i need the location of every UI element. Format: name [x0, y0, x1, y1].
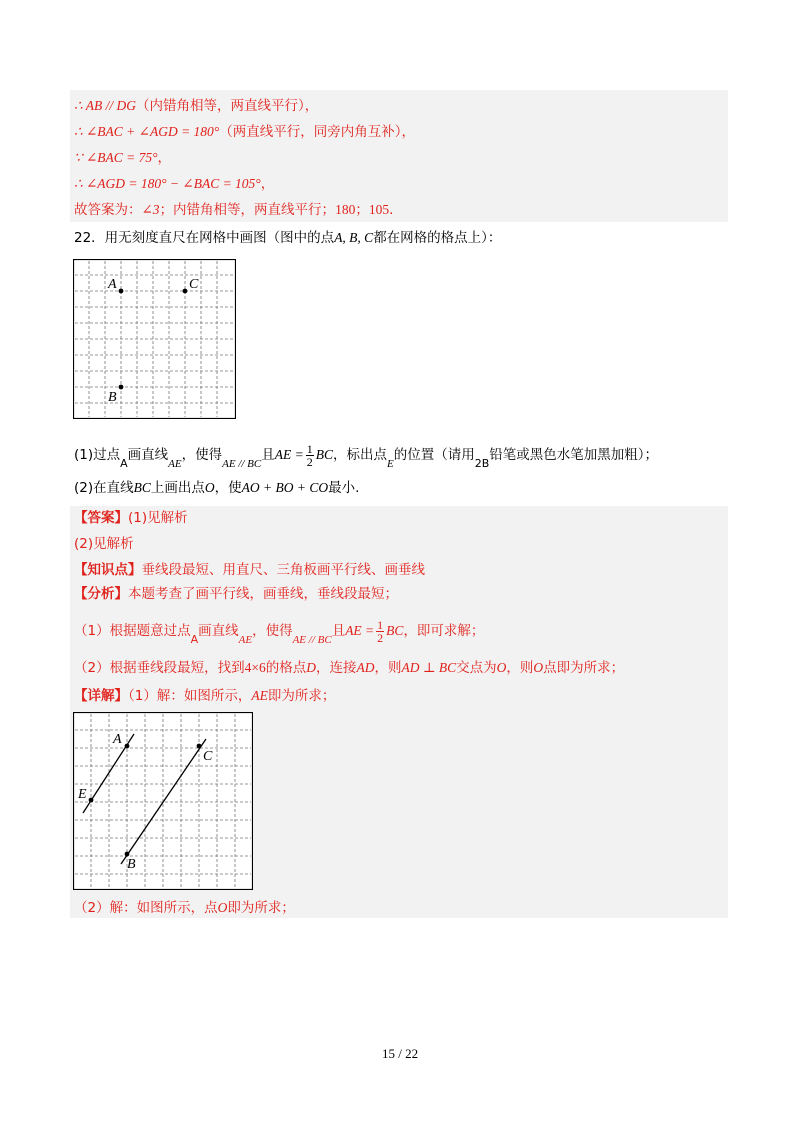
proof-math: ∴ ∠BAC + ∠AGD = 180°: [74, 124, 220, 139]
answer-2: (2)见解析: [74, 536, 134, 552]
grid-figure-1: [73, 259, 236, 419]
proof-math: ∴ ∠AGD = 180° − ∠BAC = 105°: [74, 176, 261, 191]
proof-line-1: [74, 96, 318, 116]
analysis: 【分析】本题考查了画平行线，画垂线，垂线段最短；: [74, 586, 398, 602]
detail-1: 【详解】（1）解：如图所示，AE即为所求；: [74, 688, 336, 704]
label-b: B: [127, 857, 136, 872]
point-b: [119, 385, 124, 390]
proof-math: ∴ AB // DG: [74, 98, 136, 113]
point-b: [125, 852, 130, 857]
question-intro: 22．用无刻度直尺在网格中画图（图中的点A, B, C都在网格的格点上）：: [74, 230, 502, 246]
detail-2: （2）解：如图所示，点O即为所求；: [74, 900, 295, 916]
page-number: 15 / 22: [381, 1046, 419, 1061]
proof-line-2: [74, 122, 415, 142]
proof-note: （两直线平行，同旁内角互补），: [219, 124, 415, 140]
answer-section: 【答案】(1)见解析: [74, 510, 188, 526]
question-part-1: (1)过点$_A$画直线$_{AE}$，使得$_{AE // BC}$且AE = $\frac{1}{2}$ BC，标出点$_E$的位置（请用$_{2B}$铅笔或黑色水笔加黑加粗）；: [74, 441, 658, 470]
knowledge-points: 【知识点】垂线段最短、用直尺、三角板画平行线、画垂线: [74, 562, 425, 578]
question-part-2: (2)在直线BC上画出点O，使AO + BO + CO最小.: [74, 480, 360, 496]
analysis-step-1: （1）根据题意过点$_A$画直线$_{AE}$，使得$_{AE // BC}$且AE = $\frac{1}{2}$ BC，即可求解；: [74, 617, 485, 646]
label-c: C: [203, 749, 213, 764]
answer-line: 故答案为：∠3；内错角相等，两直线平行；180；105.: [74, 202, 394, 218]
point-a: [125, 744, 130, 749]
point-c: [183, 289, 188, 294]
grid-figure-2: [73, 712, 253, 890]
proof-line-4: [74, 174, 274, 194]
point-a: [119, 289, 124, 294]
label-c: C: [189, 277, 199, 292]
proof-line-3: [74, 148, 171, 168]
proof-note: ，: [260, 176, 275, 192]
label-a: A: [113, 732, 122, 747]
label-b: B: [108, 390, 117, 405]
label-e: E: [78, 787, 87, 802]
point-c: [197, 744, 202, 749]
proof-note: （内错角相等，两直线平行），: [135, 98, 319, 114]
proof-note: ，: [157, 150, 172, 166]
label-a: A: [108, 277, 117, 292]
proof-math: ∵ ∠BAC = 75°: [74, 150, 158, 165]
point-e: [89, 798, 94, 803]
analysis-step-2: （2）根据垂线段最短，找到4×6的格点D，连接AD，则AD ⊥ BC交点为O，则O点即为所求；: [74, 660, 625, 676]
